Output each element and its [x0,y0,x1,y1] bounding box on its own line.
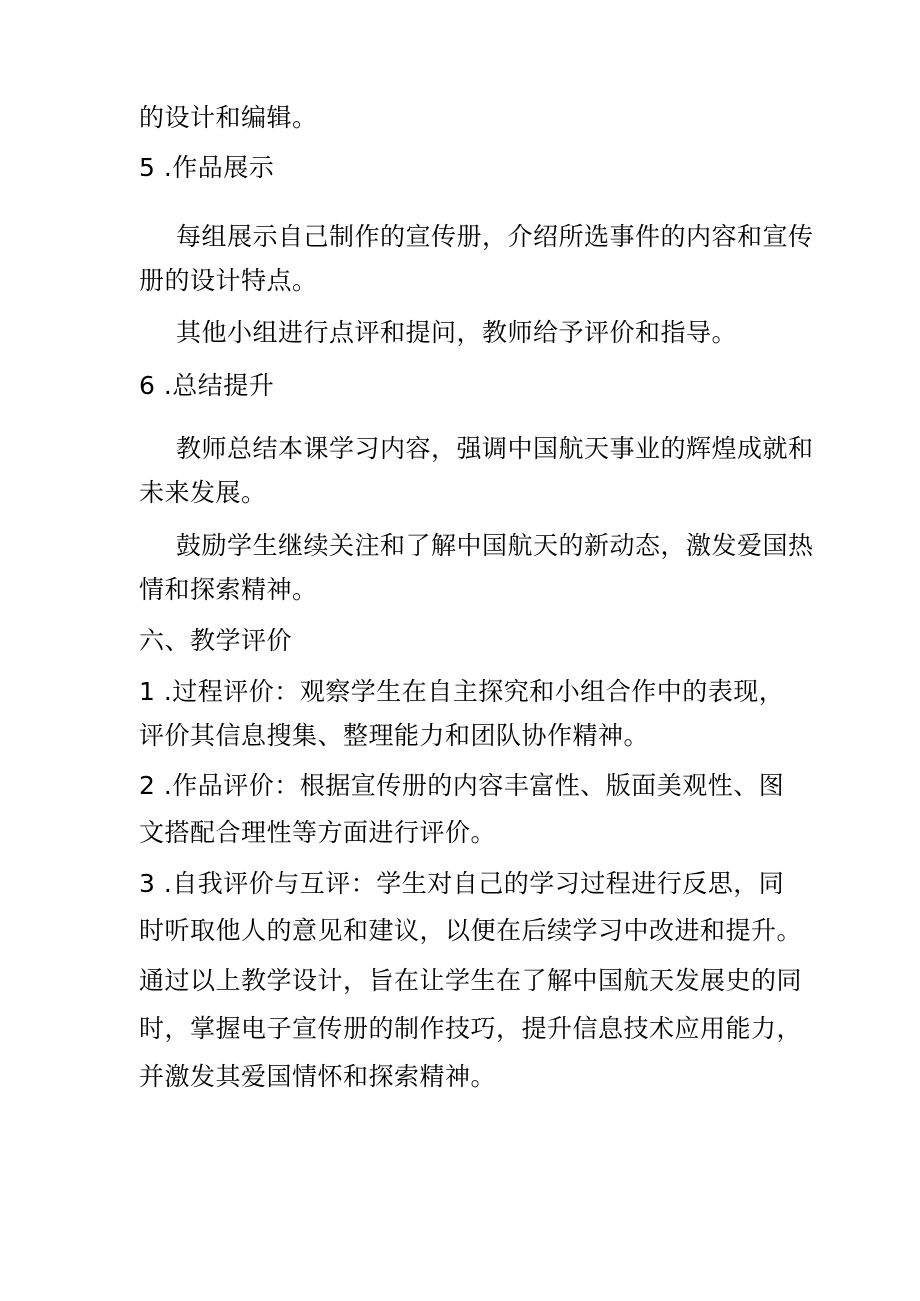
paragraph-line: 册的设计特点。 [139,266,318,295]
list-item-line: 时听取他人的意见和建议，以便在后续学习中改进和提升。 [139,916,803,945]
paragraph-line: 并激发其爱国情怀和探索精神。 [139,1062,497,1091]
paragraph-line: 每组展示自己制作的宣传册，介绍所选事件的内容和宣传 [176,222,814,251]
section-heading: 5 .作品展示 [139,153,275,182]
paragraph-line: 时，掌握电子宣传册的制作技巧，提升信息技术应用能力， [139,1014,803,1043]
paragraph-line: 鼓励学生继续关注和了解中国航天的新动态，激发爱国热 [176,531,814,560]
paragraph-line: 情和探索精神。 [139,575,318,604]
section-heading: 6 .总结提升 [139,371,275,400]
paragraph-line: 通过以上教学设计，旨在让学生在了解中国航天发展史的同 [139,966,803,995]
list-item-line: 2 .作品评价：根据宣传册的内容丰富性、版面美观性、图 [139,771,785,800]
paragraph-line: 教师总结本课学习内容，强调中国航天事业的辉煌成就和 [176,434,814,463]
paragraph-line: 的设计和编辑。 [139,103,318,132]
list-item-line: 文搭配合理性等方面进行评价。 [139,818,497,847]
paragraph-line: 其他小组进行点评和提问，教师给予评价和指导。 [176,318,738,347]
list-item-line: 评价其信息搜集、整理能力和团队协作精神。 [139,721,650,750]
list-item-line: 3 .自我评价与互评：学生对自己的学习过程进行反思，同 [139,869,785,898]
list-item-line: 1 .过程评价：观察学生在自主探究和小组合作中的表现， [139,677,785,706]
paragraph-line: 未来发展。 [139,478,267,507]
section-heading: 六、教学评价 [139,626,293,655]
